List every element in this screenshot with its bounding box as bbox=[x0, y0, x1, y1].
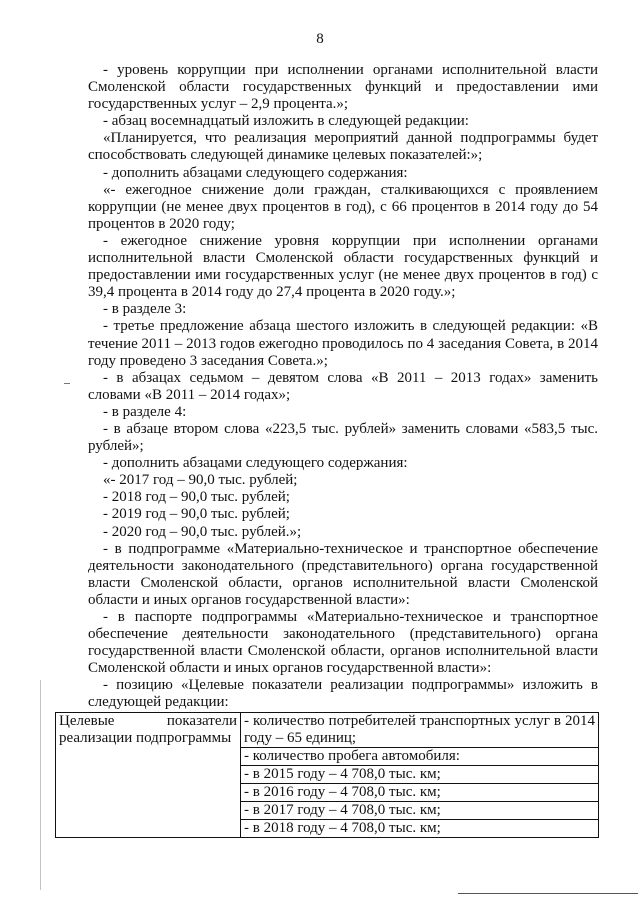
body-paragraph: - дополнить абзацами следующего содержания: bbox=[103, 455, 408, 472]
table-cell-value: - в 2018 году – 4 708,0 тыс. км; bbox=[241, 820, 599, 838]
body-paragraph: «- ежегодное снижение доли граждан, сталкивающихся с проявлением коррупции (не менее двух процентов в год), с 66 процентов в 2014 году до 54 процентов в 2020 году; bbox=[88, 181, 598, 232]
table-cell-value: - количество потребителей транспортных услуг в 2014 году – 65 единиц; bbox=[241, 713, 599, 748]
scan-artifact-mark bbox=[64, 383, 70, 384]
table-cell-label: Целевые показатели реализации подпрограммы bbox=[56, 713, 241, 838]
table-cell-value: - в 2017 году – 4 708,0 тыс. км; bbox=[241, 802, 599, 820]
table-cell-value: - в 2015 году – 4 708,0 тыс. км; bbox=[241, 766, 599, 784]
body-paragraph: «- 2017 год – 90,0 тыс. рублей; bbox=[103, 472, 298, 489]
body-paragraph: - в абзаце втором слова «223,5 тыс. рублей» заменить словами «583,5 тыс. рублей»; bbox=[88, 420, 598, 455]
body-paragraph: - в паспорте подпрограммы «Материально-техническое и транспортное обеспечение деятельности законодательного (представительного) органа государственной власти Смоленской области, органов исполнительной власти Смоленской области и иных органов государственной власти»: bbox=[88, 609, 598, 677]
body-paragraph: - третье предложение абзаца шестого изложить в следующей редакции: «В течение 2011 – 2013 годов ежегодно проводилось по 4 заседания Совета, в 2014 году проведено 3 заседания Совета.»; bbox=[88, 318, 598, 369]
body-paragraph: «Планируется, что реализация мероприятий данной подпрограммы будет способствовать следующей динамике целевых показателей:»; bbox=[88, 130, 598, 164]
body-paragraph: - дополнить абзацами следующего содержания: bbox=[103, 164, 408, 181]
passport-table bbox=[55, 712, 599, 838]
page-number: 8 bbox=[316, 31, 324, 47]
scan-artifact-line bbox=[40, 680, 41, 890]
body-paragraph: - в разделе 4: bbox=[103, 403, 187, 420]
body-paragraph: - в разделе 3: bbox=[103, 301, 187, 318]
body-paragraph: - 2018 год – 90,0 тыс. рублей; bbox=[103, 489, 290, 506]
body-paragraph: - уровень коррупции при исполнении органами исполнительной власти Смоленской области государственных функций и предоставлении ими государственных услуг – 2,9 процента.»; bbox=[88, 62, 598, 113]
scan-artifact-line bbox=[458, 893, 638, 894]
body-paragraph: - 2020 год – 90,0 тыс. рублей.»; bbox=[103, 523, 302, 540]
table-cell-value: - в 2016 году – 4 708,0 тыс. км; bbox=[241, 784, 599, 802]
document-body bbox=[88, 62, 598, 712]
body-paragraph: - абзац восемнадцатый изложить в следующей редакции: bbox=[103, 113, 469, 130]
body-paragraph: - 2019 год – 90,0 тыс. рублей; bbox=[103, 506, 290, 523]
body-paragraph: - позицию «Целевые показатели реализации подпрограммы» изложить в следующей редакции: bbox=[88, 677, 598, 711]
table-cell-value: - количество пробега автомобиля: bbox=[241, 748, 599, 766]
body-paragraph: - ежегодное снижение уровня коррупции при исполнении органами исполнительной власти Смоленской области государственных функций и предоставлении ими государственных услуг (не менее двух процентов в год) с 39,4 процента в 2014 году до 27,4 процента в 2020 году.»; bbox=[88, 232, 598, 301]
body-paragraph: - в подпрограмме «Материально-техническое и транспортное обеспечение деятельности законодательного (представительного) органа государственной власти Смоленской области, органов исполнительной власти Смоленской области и иных органов государственной власти»: bbox=[88, 540, 598, 608]
table-row bbox=[56, 713, 599, 748]
body-paragraph: - в абзацах седьмом – девятом слова «В 2011 – 2013 годах» заменить словами «В 2011 – 2014 годах»; bbox=[88, 369, 598, 403]
